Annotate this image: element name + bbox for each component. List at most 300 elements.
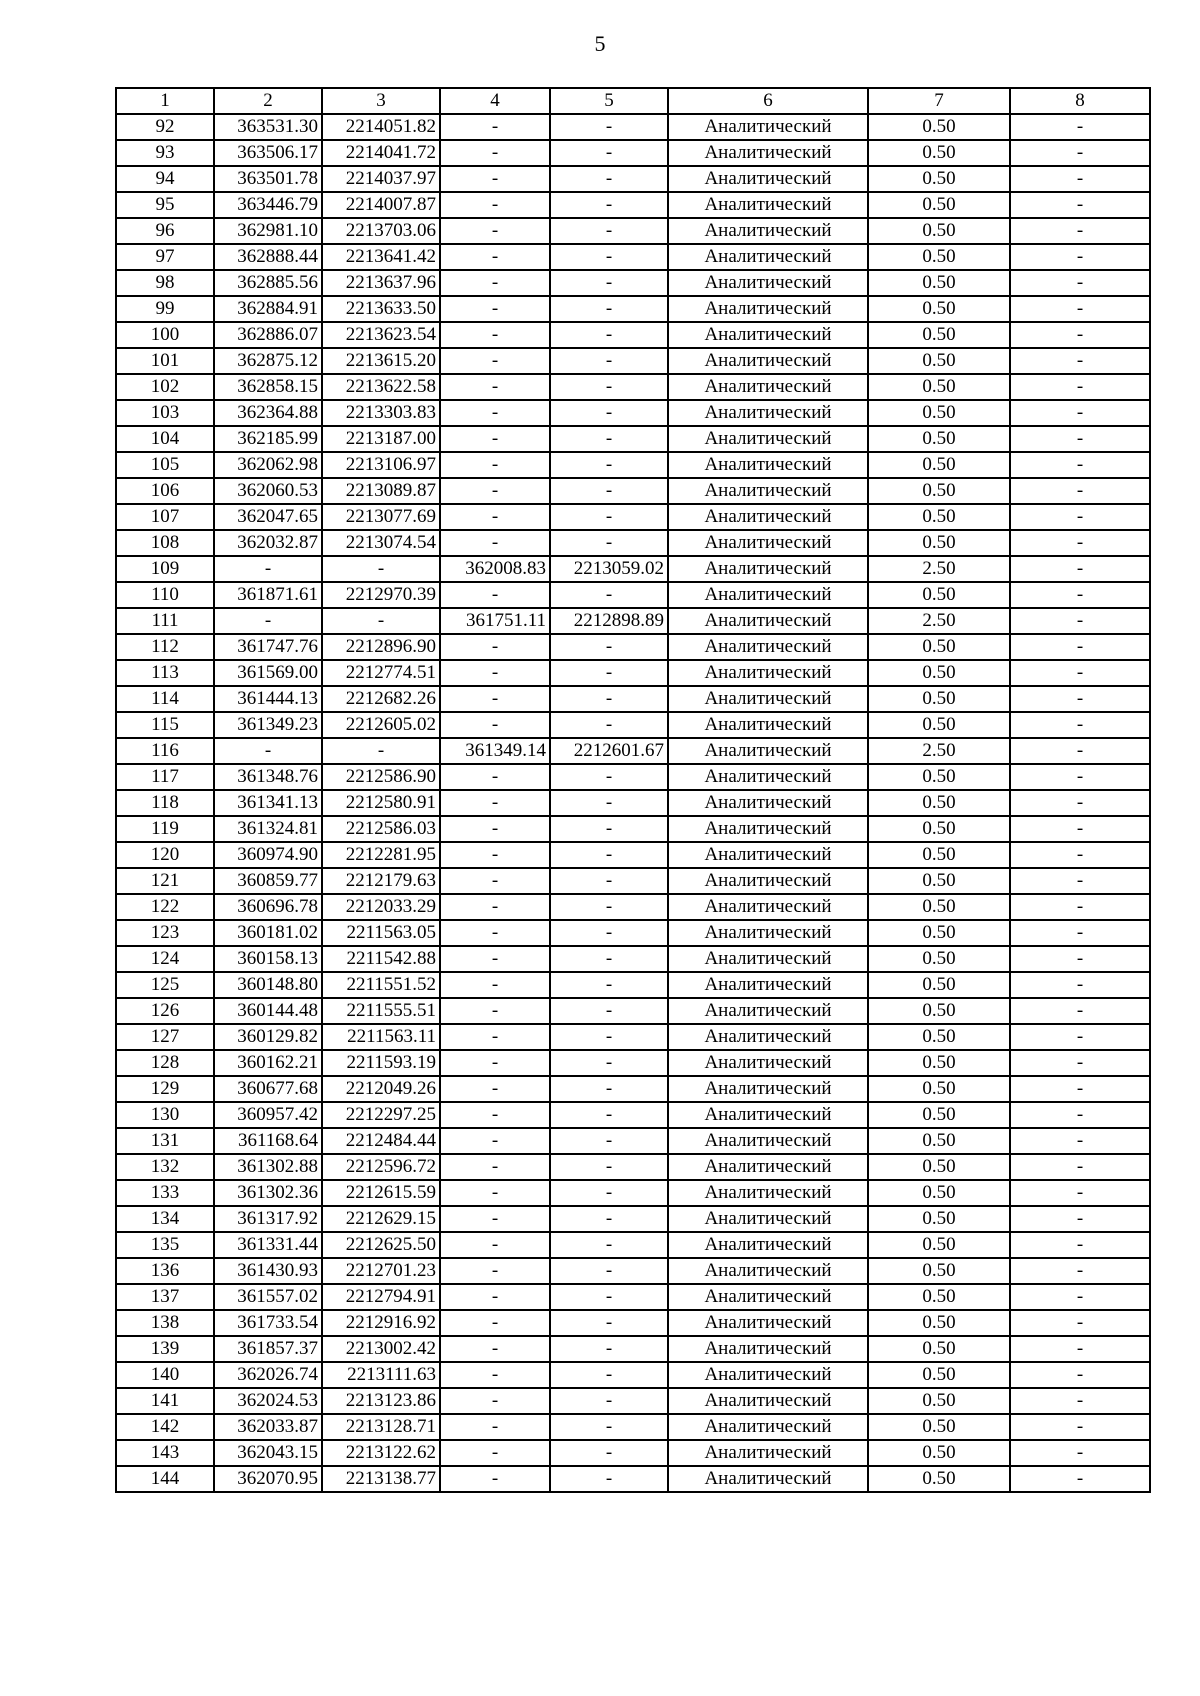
y-alt-coordinate-cell: -	[550, 1336, 668, 1362]
point-number-cell: 128	[116, 1050, 214, 1076]
method-cell: Аналитический	[668, 296, 868, 322]
y-coordinate-cell: 2213077.69	[322, 504, 440, 530]
y-coordinate-cell: 2213106.97	[322, 452, 440, 478]
accuracy-cell: 0.50	[868, 1024, 1010, 1050]
y-coordinate-cell: 2213703.06	[322, 218, 440, 244]
x-alt-coordinate-cell: -	[440, 114, 550, 140]
point-number-cell: 136	[116, 1258, 214, 1284]
x-coordinate-cell: 362033.87	[214, 1414, 322, 1440]
method-cell: Аналитический	[668, 218, 868, 244]
x-coordinate-cell: 360957.42	[214, 1102, 322, 1128]
y-alt-coordinate-cell: -	[550, 530, 668, 556]
method-cell: Аналитический	[668, 452, 868, 478]
method-cell: Аналитический	[668, 894, 868, 920]
method-cell: Аналитический	[668, 608, 868, 634]
accuracy-cell: 0.50	[868, 348, 1010, 374]
accuracy-cell: 0.50	[868, 894, 1010, 920]
y-coordinate-cell: 2213128.71	[322, 1414, 440, 1440]
column-header: 2	[214, 88, 322, 114]
accuracy-cell: 0.50	[868, 1284, 1010, 1310]
y-alt-coordinate-cell: -	[550, 972, 668, 998]
column-header: 1	[116, 88, 214, 114]
method-cell: Аналитический	[668, 972, 868, 998]
x-coordinate-cell: 360181.02	[214, 920, 322, 946]
x-alt-coordinate-cell: -	[440, 374, 550, 400]
y-coordinate-cell: 2212596.72	[322, 1154, 440, 1180]
x-alt-coordinate-cell: -	[440, 504, 550, 530]
method-cell: Аналитический	[668, 1258, 868, 1284]
table-row	[116, 322, 1150, 348]
table-row	[116, 1102, 1150, 1128]
y-coordinate-cell: 2212049.26	[322, 1076, 440, 1102]
y-coordinate-cell: 2212774.51	[322, 660, 440, 686]
point-number-cell: 109	[116, 556, 214, 582]
x-coordinate-cell: 363446.79	[214, 192, 322, 218]
x-coordinate-cell: 360859.77	[214, 868, 322, 894]
method-cell: Аналитический	[668, 1466, 868, 1492]
x-coordinate-cell: 362185.99	[214, 426, 322, 452]
y-alt-coordinate-cell: -	[550, 1206, 668, 1232]
accuracy-cell: 0.50	[868, 1154, 1010, 1180]
point-number-cell: 116	[116, 738, 214, 764]
accuracy-cell: 0.50	[868, 1206, 1010, 1232]
accuracy-cell: 0.50	[868, 1128, 1010, 1154]
note-cell: -	[1010, 816, 1150, 842]
method-cell: Аналитический	[668, 1232, 868, 1258]
table-row	[116, 192, 1150, 218]
point-number-cell: 122	[116, 894, 214, 920]
y-alt-coordinate-cell: -	[550, 1466, 668, 1492]
table-row	[116, 998, 1150, 1024]
note-cell: -	[1010, 582, 1150, 608]
column-header: 5	[550, 88, 668, 114]
point-number-cell: 97	[116, 244, 214, 270]
table-row	[116, 166, 1150, 192]
x-coordinate-cell: 362886.07	[214, 322, 322, 348]
column-header: 3	[322, 88, 440, 114]
method-cell: Аналитический	[668, 1414, 868, 1440]
x-alt-coordinate-cell: -	[440, 972, 550, 998]
y-alt-coordinate-cell: 2213059.02	[550, 556, 668, 582]
accuracy-cell: 0.50	[868, 816, 1010, 842]
x-coordinate-cell: 360696.78	[214, 894, 322, 920]
note-cell: -	[1010, 296, 1150, 322]
x-coordinate-cell: 360144.48	[214, 998, 322, 1024]
accuracy-cell: 0.50	[868, 868, 1010, 894]
x-alt-coordinate-cell: -	[440, 1440, 550, 1466]
y-coordinate-cell: 2212916.92	[322, 1310, 440, 1336]
table-row	[116, 790, 1150, 816]
note-cell: -	[1010, 348, 1150, 374]
method-cell: Аналитический	[668, 842, 868, 868]
method-cell: Аналитический	[668, 920, 868, 946]
y-coordinate-cell: 2211593.19	[322, 1050, 440, 1076]
x-alt-coordinate-cell: -	[440, 1362, 550, 1388]
point-number-cell: 125	[116, 972, 214, 998]
x-coordinate-cell: 360158.13	[214, 946, 322, 972]
x-alt-coordinate-cell: -	[440, 1310, 550, 1336]
note-cell: -	[1010, 530, 1150, 556]
table-row	[116, 764, 1150, 790]
x-alt-coordinate-cell: -	[440, 530, 550, 556]
note-cell: -	[1010, 998, 1150, 1024]
y-coordinate-cell: 2214037.97	[322, 166, 440, 192]
note-cell: -	[1010, 374, 1150, 400]
note-cell: -	[1010, 166, 1150, 192]
x-coordinate-cell: 363501.78	[214, 166, 322, 192]
x-coordinate-cell: 362858.15	[214, 374, 322, 400]
note-cell: -	[1010, 1024, 1150, 1050]
table-row	[116, 1180, 1150, 1206]
x-alt-coordinate-cell: -	[440, 634, 550, 660]
table-row	[116, 1440, 1150, 1466]
method-cell: Аналитический	[668, 660, 868, 686]
y-alt-coordinate-cell: -	[550, 1284, 668, 1310]
y-alt-coordinate-cell: -	[550, 166, 668, 192]
x-coordinate-cell: 361733.54	[214, 1310, 322, 1336]
accuracy-cell: 0.50	[868, 504, 1010, 530]
y-alt-coordinate-cell: -	[550, 1362, 668, 1388]
accuracy-cell: 0.50	[868, 1076, 1010, 1102]
accuracy-cell: 0.50	[868, 686, 1010, 712]
table-row	[116, 608, 1150, 634]
accuracy-cell: 0.50	[868, 790, 1010, 816]
method-cell: Аналитический	[668, 868, 868, 894]
y-alt-coordinate-cell: -	[550, 296, 668, 322]
method-cell: Аналитический	[668, 998, 868, 1024]
note-cell: -	[1010, 842, 1150, 868]
method-cell: Аналитический	[668, 1284, 868, 1310]
point-number-cell: 117	[116, 764, 214, 790]
note-cell: -	[1010, 894, 1150, 920]
method-cell: Аналитический	[668, 738, 868, 764]
point-number-cell: 104	[116, 426, 214, 452]
point-number-cell: 96	[116, 218, 214, 244]
y-alt-coordinate-cell: -	[550, 1024, 668, 1050]
y-alt-coordinate-cell: -	[550, 790, 668, 816]
accuracy-cell: 0.50	[868, 1362, 1010, 1388]
x-alt-coordinate-cell: -	[440, 244, 550, 270]
method-cell: Аналитический	[668, 530, 868, 556]
x-coordinate-cell: 363506.17	[214, 140, 322, 166]
point-number-cell: 113	[116, 660, 214, 686]
method-cell: Аналитический	[668, 400, 868, 426]
x-coordinate-cell: 362060.53	[214, 478, 322, 504]
x-alt-coordinate-cell: -	[440, 894, 550, 920]
x-alt-coordinate-cell: -	[440, 1284, 550, 1310]
table-row	[116, 1310, 1150, 1336]
table-row	[116, 634, 1150, 660]
y-coordinate-cell: 2214051.82	[322, 114, 440, 140]
y-alt-coordinate-cell: -	[550, 816, 668, 842]
y-alt-coordinate-cell: -	[550, 920, 668, 946]
accuracy-cell: 0.50	[868, 1310, 1010, 1336]
y-alt-coordinate-cell: -	[550, 1076, 668, 1102]
y-alt-coordinate-cell: -	[550, 1050, 668, 1076]
y-alt-coordinate-cell: -	[550, 426, 668, 452]
note-cell: -	[1010, 946, 1150, 972]
table-row	[116, 244, 1150, 270]
table-header-row	[116, 88, 1150, 114]
accuracy-cell: 0.50	[868, 946, 1010, 972]
y-coordinate-cell: 2211563.11	[322, 1024, 440, 1050]
x-alt-coordinate-cell: -	[440, 712, 550, 738]
y-alt-coordinate-cell: -	[550, 712, 668, 738]
point-number-cell: 103	[116, 400, 214, 426]
point-number-cell: 139	[116, 1336, 214, 1362]
y-alt-coordinate-cell: -	[550, 764, 668, 790]
method-cell: Аналитический	[668, 556, 868, 582]
table-row	[116, 1388, 1150, 1414]
x-alt-coordinate-cell: -	[440, 1154, 550, 1180]
method-cell: Аналитический	[668, 374, 868, 400]
y-coordinate-cell: -	[322, 556, 440, 582]
x-alt-coordinate-cell: -	[440, 998, 550, 1024]
point-number-cell: 101	[116, 348, 214, 374]
y-alt-coordinate-cell: -	[550, 1102, 668, 1128]
table-row	[116, 114, 1150, 140]
y-alt-coordinate-cell: -	[550, 140, 668, 166]
method-cell: Аналитический	[668, 1076, 868, 1102]
x-alt-coordinate-cell: -	[440, 946, 550, 972]
x-alt-coordinate-cell: -	[440, 842, 550, 868]
y-coordinate-cell: 2213111.63	[322, 1362, 440, 1388]
point-number-cell: 123	[116, 920, 214, 946]
column-header: 7	[868, 88, 1010, 114]
x-coordinate-cell: 362032.87	[214, 530, 322, 556]
x-coordinate-cell: 361341.13	[214, 790, 322, 816]
note-cell: -	[1010, 920, 1150, 946]
x-alt-coordinate-cell: -	[440, 686, 550, 712]
method-cell: Аналитический	[668, 816, 868, 842]
table-row	[116, 1154, 1150, 1180]
y-coordinate-cell: 2212586.90	[322, 764, 440, 790]
y-alt-coordinate-cell: -	[550, 270, 668, 296]
note-cell: -	[1010, 478, 1150, 504]
accuracy-cell: 0.50	[868, 140, 1010, 166]
table-row	[116, 270, 1150, 296]
y-coordinate-cell: 2213637.96	[322, 270, 440, 296]
y-alt-coordinate-cell: -	[550, 1388, 668, 1414]
note-cell: -	[1010, 426, 1150, 452]
y-coordinate-cell: 2212281.95	[322, 842, 440, 868]
x-coordinate-cell: 360129.82	[214, 1024, 322, 1050]
y-alt-coordinate-cell: -	[550, 842, 668, 868]
note-cell: -	[1010, 608, 1150, 634]
accuracy-cell: 0.50	[868, 530, 1010, 556]
point-number-cell: 127	[116, 1024, 214, 1050]
y-coordinate-cell: 2213122.62	[322, 1440, 440, 1466]
point-number-cell: 130	[116, 1102, 214, 1128]
method-cell: Аналитический	[668, 270, 868, 296]
accuracy-cell: 0.50	[868, 1336, 1010, 1362]
y-coordinate-cell: 2213089.87	[322, 478, 440, 504]
x-alt-coordinate-cell: -	[440, 1206, 550, 1232]
method-cell: Аналитический	[668, 114, 868, 140]
table-row	[116, 946, 1150, 972]
y-coordinate-cell: 2212625.50	[322, 1232, 440, 1258]
accuracy-cell: 0.50	[868, 400, 1010, 426]
point-number-cell: 131	[116, 1128, 214, 1154]
table-row	[116, 140, 1150, 166]
table-row	[116, 686, 1150, 712]
column-header: 8	[1010, 88, 1150, 114]
y-alt-coordinate-cell: -	[550, 322, 668, 348]
method-cell: Аналитический	[668, 1206, 868, 1232]
table-row	[116, 296, 1150, 322]
x-coordinate-cell: 361302.88	[214, 1154, 322, 1180]
y-alt-coordinate-cell: -	[550, 1180, 668, 1206]
y-coordinate-cell: 2212794.91	[322, 1284, 440, 1310]
accuracy-cell: 0.50	[868, 1388, 1010, 1414]
note-cell: -	[1010, 1414, 1150, 1440]
x-coordinate-cell: 362888.44	[214, 244, 322, 270]
y-alt-coordinate-cell: -	[550, 946, 668, 972]
point-number-cell: 124	[116, 946, 214, 972]
table-row	[116, 426, 1150, 452]
y-coordinate-cell: 2213138.77	[322, 1466, 440, 1492]
y-coordinate-cell: 2211542.88	[322, 946, 440, 972]
note-cell: -	[1010, 738, 1150, 764]
method-cell: Аналитический	[668, 348, 868, 374]
point-number-cell: 106	[116, 478, 214, 504]
point-number-cell: 143	[116, 1440, 214, 1466]
y-alt-coordinate-cell: -	[550, 1258, 668, 1284]
point-number-cell: 102	[116, 374, 214, 400]
y-coordinate-cell: 2212682.26	[322, 686, 440, 712]
point-number-cell: 126	[116, 998, 214, 1024]
accuracy-cell: 0.50	[868, 842, 1010, 868]
note-cell: -	[1010, 790, 1150, 816]
table-row	[116, 1206, 1150, 1232]
table-row	[116, 348, 1150, 374]
table-row	[116, 738, 1150, 764]
point-number-cell: 132	[116, 1154, 214, 1180]
accuracy-cell: 0.50	[868, 426, 1010, 452]
y-alt-coordinate-cell: -	[550, 244, 668, 270]
point-number-cell: 112	[116, 634, 214, 660]
y-alt-coordinate-cell: -	[550, 114, 668, 140]
accuracy-cell: 2.50	[868, 738, 1010, 764]
x-alt-coordinate-cell: -	[440, 322, 550, 348]
table-row	[116, 894, 1150, 920]
y-coordinate-cell: 2212605.02	[322, 712, 440, 738]
point-number-cell: 121	[116, 868, 214, 894]
point-number-cell: 118	[116, 790, 214, 816]
table-row	[116, 1050, 1150, 1076]
table-row	[116, 868, 1150, 894]
method-cell: Аналитический	[668, 1154, 868, 1180]
y-alt-coordinate-cell: -	[550, 998, 668, 1024]
x-coordinate-cell: 362070.95	[214, 1466, 322, 1492]
accuracy-cell: 0.50	[868, 1050, 1010, 1076]
point-number-cell: 100	[116, 322, 214, 348]
table-row	[116, 1024, 1150, 1050]
point-number-cell: 105	[116, 452, 214, 478]
accuracy-cell: 0.50	[868, 452, 1010, 478]
method-cell: Аналитический	[668, 634, 868, 660]
x-coordinate-cell: 361168.64	[214, 1128, 322, 1154]
y-alt-coordinate-cell: -	[550, 1232, 668, 1258]
y-coordinate-cell: 2211563.05	[322, 920, 440, 946]
note-cell: -	[1010, 1440, 1150, 1466]
x-coordinate-cell: -	[214, 738, 322, 764]
point-number-cell: 138	[116, 1310, 214, 1336]
method-cell: Аналитический	[668, 322, 868, 348]
x-alt-coordinate-cell: -	[440, 660, 550, 686]
accuracy-cell: 0.50	[868, 192, 1010, 218]
y-alt-coordinate-cell: -	[550, 1440, 668, 1466]
y-alt-coordinate-cell: -	[550, 374, 668, 400]
x-alt-coordinate-cell: -	[440, 1466, 550, 1492]
note-cell: -	[1010, 686, 1150, 712]
x-alt-coordinate-cell: 362008.83	[440, 556, 550, 582]
note-cell: -	[1010, 868, 1150, 894]
accuracy-cell: 0.50	[868, 634, 1010, 660]
x-coordinate-cell: -	[214, 608, 322, 634]
y-alt-coordinate-cell: -	[550, 686, 668, 712]
table-body	[116, 114, 1150, 1492]
x-alt-coordinate-cell: -	[440, 1076, 550, 1102]
point-number-cell: 108	[116, 530, 214, 556]
note-cell: -	[1010, 556, 1150, 582]
column-header: 6	[668, 88, 868, 114]
accuracy-cell: 0.50	[868, 374, 1010, 400]
note-cell: -	[1010, 1388, 1150, 1414]
point-number-cell: 140	[116, 1362, 214, 1388]
note-cell: -	[1010, 1310, 1150, 1336]
x-alt-coordinate-cell: -	[440, 920, 550, 946]
note-cell: -	[1010, 1206, 1150, 1232]
x-coordinate-cell: 362981.10	[214, 218, 322, 244]
table-row	[116, 400, 1150, 426]
table-row	[116, 1362, 1150, 1388]
point-number-cell: 99	[116, 296, 214, 322]
x-alt-coordinate-cell: -	[440, 426, 550, 452]
table-row	[116, 530, 1150, 556]
x-alt-coordinate-cell: -	[440, 166, 550, 192]
y-alt-coordinate-cell: -	[550, 634, 668, 660]
method-cell: Аналитический	[668, 582, 868, 608]
x-alt-coordinate-cell: -	[440, 1024, 550, 1050]
y-alt-coordinate-cell: -	[550, 1414, 668, 1440]
y-coordinate-cell: 2213074.54	[322, 530, 440, 556]
y-coordinate-cell: 2213303.83	[322, 400, 440, 426]
x-alt-coordinate-cell: -	[440, 1414, 550, 1440]
accuracy-cell: 0.50	[868, 166, 1010, 192]
method-cell: Аналитический	[668, 166, 868, 192]
x-alt-coordinate-cell: -	[440, 400, 550, 426]
table-row	[116, 1414, 1150, 1440]
y-coordinate-cell: 2212580.91	[322, 790, 440, 816]
table-row	[116, 712, 1150, 738]
x-alt-coordinate-cell: -	[440, 764, 550, 790]
accuracy-cell: 0.50	[868, 322, 1010, 348]
note-cell: -	[1010, 400, 1150, 426]
note-cell: -	[1010, 114, 1150, 140]
y-alt-coordinate-cell: -	[550, 452, 668, 478]
y-coordinate-cell: -	[322, 738, 440, 764]
x-coordinate-cell: 360148.80	[214, 972, 322, 998]
table-row	[116, 1258, 1150, 1284]
accuracy-cell: 0.50	[868, 920, 1010, 946]
method-cell: Аналитический	[668, 504, 868, 530]
accuracy-cell: 0.50	[868, 582, 1010, 608]
table-row	[116, 660, 1150, 686]
table-row	[116, 374, 1150, 400]
y-coordinate-cell: 2213615.20	[322, 348, 440, 374]
table-row	[116, 972, 1150, 998]
